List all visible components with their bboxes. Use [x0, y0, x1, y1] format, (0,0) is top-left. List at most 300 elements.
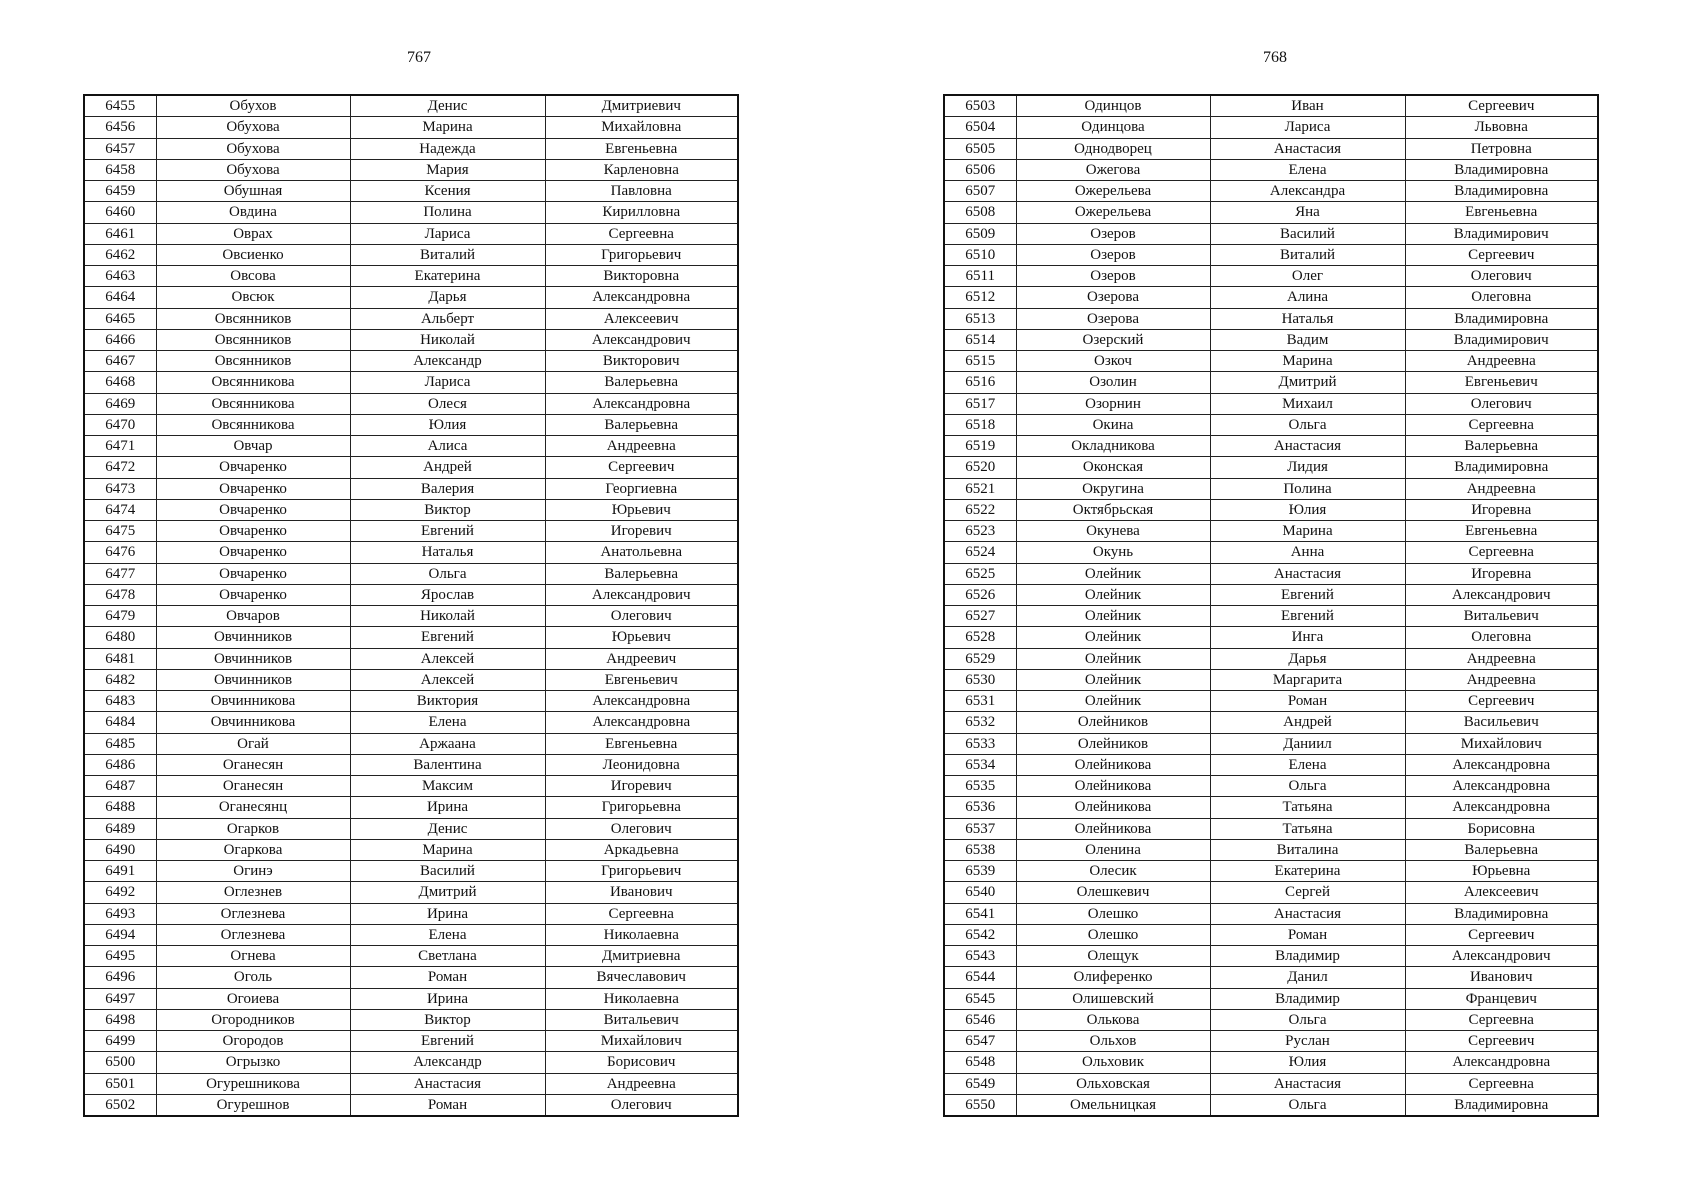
cell-last-name: Ожегова — [1016, 159, 1210, 180]
cell-patronymic: Андреевна — [1405, 351, 1598, 372]
table-row — [84, 882, 738, 903]
cell-row-number: 6492 — [84, 882, 156, 903]
cell-first-name: Виктория — [350, 691, 545, 712]
cell-row-number: 6504 — [944, 117, 1016, 138]
cell-last-name: Овчаренко — [156, 584, 350, 605]
cell-last-name: Ольхов — [1016, 1031, 1210, 1052]
cell-last-name: Оголь — [156, 967, 350, 988]
cell-last-name: Озерский — [1016, 329, 1210, 350]
cell-last-name: Олейник — [1016, 563, 1210, 584]
cell-first-name: Елена — [350, 712, 545, 733]
cell-row-number: 6538 — [944, 839, 1016, 860]
cell-last-name: Окладникова — [1016, 436, 1210, 457]
cell-patronymic: Сергеевич — [1405, 924, 1598, 945]
table-row — [944, 733, 1598, 754]
roster-table — [83, 94, 739, 1117]
cell-patronymic: Сергеевич — [1405, 95, 1598, 117]
table-row — [84, 117, 738, 138]
table-row — [84, 754, 738, 775]
cell-last-name: Овдина — [156, 202, 350, 223]
cell-first-name: Виталий — [1210, 244, 1405, 265]
cell-patronymic: Андреевна — [545, 1073, 738, 1094]
cell-first-name: Полина — [1210, 478, 1405, 499]
cell-row-number: 6491 — [84, 861, 156, 882]
cell-last-name: Ольховская — [1016, 1073, 1210, 1094]
table-row — [84, 861, 738, 882]
cell-row-number: 6470 — [84, 414, 156, 435]
cell-last-name: Оглезнева — [156, 924, 350, 945]
cell-first-name: Маргарита — [1210, 669, 1405, 690]
cell-last-name: Окунь — [1016, 542, 1210, 563]
cell-patronymic: Валерьевна — [545, 563, 738, 584]
table-row — [84, 797, 738, 818]
cell-last-name: Однодворец — [1016, 138, 1210, 159]
cell-last-name: Омельницкая — [1016, 1094, 1210, 1116]
cell-patronymic: Александрович — [1405, 584, 1598, 605]
cell-first-name: Евгений — [350, 521, 545, 542]
cell-last-name: Огурешникова — [156, 1073, 350, 1094]
cell-last-name: Овчаренко — [156, 457, 350, 478]
cell-last-name: Озорнин — [1016, 393, 1210, 414]
cell-row-number: 6473 — [84, 478, 156, 499]
cell-patronymic: Сергеевна — [545, 223, 738, 244]
cell-row-number: 6544 — [944, 967, 1016, 988]
table-row — [84, 839, 738, 860]
cell-patronymic: Александровна — [545, 393, 738, 414]
cell-last-name: Огородов — [156, 1031, 350, 1052]
cell-last-name: Олейникова — [1016, 754, 1210, 775]
cell-first-name: Татьяна — [1210, 797, 1405, 818]
cell-row-number: 6468 — [84, 372, 156, 393]
cell-first-name: Роман — [350, 967, 545, 988]
cell-last-name: Озкоч — [1016, 351, 1210, 372]
cell-patronymic: Кирилловна — [545, 202, 738, 223]
cell-row-number: 6529 — [944, 648, 1016, 669]
table-row — [84, 138, 738, 159]
cell-row-number: 6517 — [944, 393, 1016, 414]
cell-patronymic: Андреевна — [1405, 648, 1598, 669]
cell-first-name: Ольга — [1210, 1094, 1405, 1116]
cell-last-name: Овчар — [156, 436, 350, 457]
table-row — [84, 499, 738, 520]
cell-row-number: 6497 — [84, 988, 156, 1009]
table-row — [944, 244, 1598, 265]
cell-last-name: Олиференко — [1016, 967, 1210, 988]
cell-first-name: Евгений — [1210, 584, 1405, 605]
cell-row-number: 6512 — [944, 287, 1016, 308]
cell-row-number: 6528 — [944, 627, 1016, 648]
cell-patronymic: Витальевич — [545, 1009, 738, 1030]
cell-last-name: Овсянникова — [156, 393, 350, 414]
cell-row-number: 6546 — [944, 1009, 1016, 1030]
table-row — [84, 287, 738, 308]
cell-first-name: Виктор — [350, 1009, 545, 1030]
cell-first-name: Андрей — [350, 457, 545, 478]
cell-first-name: Елена — [350, 924, 545, 945]
cell-row-number: 6550 — [944, 1094, 1016, 1116]
cell-first-name: Дмитрий — [350, 882, 545, 903]
cell-row-number: 6542 — [944, 924, 1016, 945]
cell-row-number: 6459 — [84, 181, 156, 202]
cell-patronymic: Олегович — [545, 1094, 738, 1116]
cell-patronymic: Сергеевна — [545, 903, 738, 924]
cell-patronymic: Евгеньевна — [1405, 521, 1598, 542]
cell-last-name: Олешко — [1016, 924, 1210, 945]
cell-patronymic: Александровна — [1405, 754, 1598, 775]
cell-last-name: Олейник — [1016, 648, 1210, 669]
cell-first-name: Марина — [1210, 521, 1405, 542]
table-row — [84, 1031, 738, 1052]
cell-patronymic: Викторович — [545, 351, 738, 372]
cell-patronymic: Андреевна — [1405, 669, 1598, 690]
cell-first-name: Юлия — [1210, 1052, 1405, 1073]
cell-first-name: Марина — [350, 117, 545, 138]
table-row — [944, 627, 1598, 648]
table-row — [944, 1009, 1598, 1030]
cell-row-number: 6494 — [84, 924, 156, 945]
cell-first-name: Олег — [1210, 266, 1405, 287]
cell-row-number: 6536 — [944, 797, 1016, 818]
table-row — [944, 181, 1598, 202]
table-row — [84, 606, 738, 627]
cell-patronymic: Валерьевна — [545, 414, 738, 435]
table-row — [944, 797, 1598, 818]
cell-last-name: Огородников — [156, 1009, 350, 1030]
cell-last-name: Овчаренко — [156, 563, 350, 584]
cell-first-name: Максим — [350, 776, 545, 797]
cell-last-name: Овчаренко — [156, 542, 350, 563]
cell-last-name: Овчинникова — [156, 691, 350, 712]
cell-last-name: Обухова — [156, 138, 350, 159]
table-row — [944, 924, 1598, 945]
cell-last-name: Овсянникова — [156, 372, 350, 393]
table-row — [84, 436, 738, 457]
cell-first-name: Алексей — [350, 669, 545, 690]
table-row — [84, 776, 738, 797]
table-row — [84, 159, 738, 180]
cell-row-number: 6541 — [944, 903, 1016, 924]
cell-first-name: Евгений — [350, 1031, 545, 1052]
cell-first-name: Роман — [1210, 924, 1405, 945]
cell-patronymic: Григорьевич — [545, 244, 738, 265]
cell-first-name: Анастасия — [1210, 436, 1405, 457]
cell-patronymic: Андреевич — [545, 648, 738, 669]
cell-row-number: 6464 — [84, 287, 156, 308]
cell-patronymic: Александрович — [545, 329, 738, 350]
table-row — [84, 329, 738, 350]
cell-first-name: Анастасия — [350, 1073, 545, 1094]
cell-row-number: 6532 — [944, 712, 1016, 733]
cell-patronymic: Андреевна — [1405, 478, 1598, 499]
cell-first-name: Денис — [350, 95, 545, 117]
cell-last-name: Овчаров — [156, 606, 350, 627]
cell-patronymic: Владимировна — [1405, 1094, 1598, 1116]
cell-patronymic: Владимировна — [1405, 159, 1598, 180]
cell-row-number: 6463 — [84, 266, 156, 287]
cell-row-number: 6514 — [944, 329, 1016, 350]
cell-first-name: Ирина — [350, 797, 545, 818]
cell-patronymic: Юрьевич — [545, 499, 738, 520]
cell-patronymic: Владимировна — [1405, 181, 1598, 202]
cell-first-name: Юлия — [1210, 499, 1405, 520]
cell-last-name: Огоиева — [156, 988, 350, 1009]
cell-row-number: 6495 — [84, 946, 156, 967]
cell-first-name: Лариса — [1210, 117, 1405, 138]
table-row — [944, 457, 1598, 478]
cell-row-number: 6462 — [84, 244, 156, 265]
cell-row-number: 6533 — [944, 733, 1016, 754]
cell-first-name: Мария — [350, 159, 545, 180]
cell-patronymic: Викторовна — [545, 266, 738, 287]
cell-last-name: Оганесян — [156, 754, 350, 775]
cell-last-name: Олейник — [1016, 627, 1210, 648]
cell-patronymic: Юрьевна — [1405, 861, 1598, 882]
cell-first-name: Алина — [1210, 287, 1405, 308]
roster-table-body — [84, 95, 738, 1116]
cell-first-name: Ольга — [1210, 776, 1405, 797]
table-row — [944, 436, 1598, 457]
page-number: 767 — [407, 49, 431, 66]
cell-first-name: Дарья — [350, 287, 545, 308]
cell-patronymic: Дмитриевна — [545, 946, 738, 967]
cell-row-number: 6520 — [944, 457, 1016, 478]
cell-last-name: Огурешнов — [156, 1094, 350, 1116]
cell-last-name: Оглезнева — [156, 903, 350, 924]
cell-last-name: Ольховик — [1016, 1052, 1210, 1073]
table-row — [944, 563, 1598, 584]
cell-row-number: 6502 — [84, 1094, 156, 1116]
table-row — [84, 521, 738, 542]
cell-first-name: Полина — [350, 202, 545, 223]
cell-first-name: Лариса — [350, 372, 545, 393]
cell-last-name: Октябрьская — [1016, 499, 1210, 520]
cell-row-number: 6474 — [84, 499, 156, 520]
cell-first-name: Юлия — [350, 414, 545, 435]
table-row — [944, 393, 1598, 414]
cell-row-number: 6490 — [84, 839, 156, 860]
cell-patronymic: Александрович — [545, 584, 738, 605]
table-row — [944, 818, 1598, 839]
cell-last-name: Оганесян — [156, 776, 350, 797]
cell-first-name: Дарья — [1210, 648, 1405, 669]
table-row — [944, 882, 1598, 903]
cell-patronymic: Олегович — [545, 606, 738, 627]
cell-patronymic: Сергеевна — [1405, 542, 1598, 563]
cell-patronymic: Сергеевна — [1405, 1073, 1598, 1094]
cell-last-name: Обушная — [156, 181, 350, 202]
cell-row-number: 6540 — [944, 882, 1016, 903]
cell-patronymic: Андреевна — [545, 436, 738, 457]
table-row — [84, 351, 738, 372]
table-row — [944, 776, 1598, 797]
cell-first-name: Александр — [350, 351, 545, 372]
cell-row-number: 6478 — [84, 584, 156, 605]
cell-patronymic: Иванович — [1405, 967, 1598, 988]
cell-row-number: 6511 — [944, 266, 1016, 287]
table-row — [84, 733, 738, 754]
cell-last-name: Огинэ — [156, 861, 350, 882]
cell-row-number: 6475 — [84, 521, 156, 542]
cell-first-name: Владимир — [1210, 946, 1405, 967]
table-row — [84, 627, 738, 648]
cell-patronymic: Александрович — [1405, 946, 1598, 967]
cell-first-name: Евгений — [1210, 606, 1405, 627]
table-row — [944, 202, 1598, 223]
cell-row-number: 6519 — [944, 436, 1016, 457]
cell-first-name: Ольга — [1210, 1009, 1405, 1030]
cell-first-name: Дмитрий — [1210, 372, 1405, 393]
cell-patronymic: Сергеевич — [1405, 691, 1598, 712]
cell-patronymic: Владимирович — [1405, 223, 1598, 244]
cell-row-number: 6509 — [944, 223, 1016, 244]
cell-row-number: 6484 — [84, 712, 156, 733]
cell-patronymic: Александровна — [545, 691, 738, 712]
cell-patronymic: Владимирович — [1405, 329, 1598, 350]
cell-last-name: Олесик — [1016, 861, 1210, 882]
cell-first-name: Валентина — [350, 754, 545, 775]
cell-last-name: Озерова — [1016, 308, 1210, 329]
table-row — [84, 818, 738, 839]
cell-row-number: 6501 — [84, 1073, 156, 1094]
table-row — [84, 308, 738, 329]
cell-first-name: Александра — [1210, 181, 1405, 202]
cell-last-name: Обухова — [156, 159, 350, 180]
table-row — [944, 1094, 1598, 1116]
cell-patronymic: Сергеевна — [1405, 1009, 1598, 1030]
cell-row-number: 6499 — [84, 1031, 156, 1052]
cell-row-number: 6547 — [944, 1031, 1016, 1052]
table-row — [84, 563, 738, 584]
cell-patronymic: Григорьевна — [545, 797, 738, 818]
cell-patronymic: Владимировна — [1405, 308, 1598, 329]
cell-row-number: 6543 — [944, 946, 1016, 967]
cell-last-name: Овчинникова — [156, 712, 350, 733]
cell-row-number: 6503 — [944, 95, 1016, 117]
table-row — [944, 117, 1598, 138]
cell-patronymic: Валерьевна — [545, 372, 738, 393]
cell-first-name: Евгений — [350, 627, 545, 648]
table-row — [944, 584, 1598, 605]
cell-last-name: Ожерельева — [1016, 202, 1210, 223]
cell-patronymic: Валерьевна — [1405, 839, 1598, 860]
cell-last-name: Округина — [1016, 478, 1210, 499]
table-row — [84, 202, 738, 223]
cell-last-name: Огнева — [156, 946, 350, 967]
cell-first-name: Ярослав — [350, 584, 545, 605]
cell-first-name: Ирина — [350, 988, 545, 1009]
cell-last-name: Олейников — [1016, 712, 1210, 733]
cell-first-name: Екатерина — [1210, 861, 1405, 882]
cell-last-name: Озеров — [1016, 244, 1210, 265]
cell-last-name: Овсянников — [156, 308, 350, 329]
table-row — [944, 903, 1598, 924]
cell-first-name: Лариса — [350, 223, 545, 244]
cell-first-name: Денис — [350, 818, 545, 839]
cell-row-number: 6545 — [944, 988, 1016, 1009]
cell-first-name: Надежда — [350, 138, 545, 159]
cell-row-number: 6518 — [944, 414, 1016, 435]
cell-last-name: Олейник — [1016, 669, 1210, 690]
cell-patronymic: Евгеньевна — [545, 138, 738, 159]
cell-row-number: 6469 — [84, 393, 156, 414]
cell-last-name: Обухов — [156, 95, 350, 117]
cell-first-name: Роман — [1210, 691, 1405, 712]
cell-patronymic: Павловна — [545, 181, 738, 202]
table-row — [84, 1009, 738, 1030]
cell-first-name: Альберт — [350, 308, 545, 329]
cell-last-name: Овсянников — [156, 329, 350, 350]
cell-last-name: Олещук — [1016, 946, 1210, 967]
cell-last-name: Олькова — [1016, 1009, 1210, 1030]
cell-last-name: Олейник — [1016, 691, 1210, 712]
cell-row-number: 6534 — [944, 754, 1016, 775]
cell-patronymic: Михайлович — [1405, 733, 1598, 754]
cell-row-number: 6472 — [84, 457, 156, 478]
table-row — [944, 988, 1598, 1009]
cell-patronymic: Евгеньевич — [1405, 372, 1598, 393]
table-row — [944, 1031, 1598, 1052]
cell-first-name: Николай — [350, 606, 545, 627]
table-row — [944, 1052, 1598, 1073]
table-row — [84, 457, 738, 478]
cell-first-name: Алиса — [350, 436, 545, 457]
cell-patronymic: Георгиевна — [545, 478, 738, 499]
table-row — [944, 287, 1598, 308]
cell-patronymic: Карленовна — [545, 159, 738, 180]
cell-last-name: Овчаренко — [156, 499, 350, 520]
cell-row-number: 6476 — [84, 542, 156, 563]
cell-first-name: Ксения — [350, 181, 545, 202]
cell-patronymic: Евгеньевич — [545, 669, 738, 690]
cell-first-name: Олеся — [350, 393, 545, 414]
cell-last-name: Окина — [1016, 414, 1210, 435]
table-row — [944, 521, 1598, 542]
cell-patronymic: Дмитриевич — [545, 95, 738, 117]
cell-first-name: Виталий — [350, 244, 545, 265]
table-row — [84, 1073, 738, 1094]
cell-row-number: 6455 — [84, 95, 156, 117]
table-row — [944, 669, 1598, 690]
cell-first-name: Ольга — [1210, 414, 1405, 435]
cell-row-number: 6479 — [84, 606, 156, 627]
cell-first-name: Василий — [350, 861, 545, 882]
cell-patronymic: Сергеевич — [1405, 244, 1598, 265]
roster-table — [943, 94, 1599, 1117]
cell-first-name: Елена — [1210, 159, 1405, 180]
cell-first-name: Лидия — [1210, 457, 1405, 478]
cell-last-name: Озолин — [1016, 372, 1210, 393]
table-row — [84, 903, 738, 924]
cell-last-name: Овсова — [156, 266, 350, 287]
cell-patronymic: Игоревич — [545, 521, 738, 542]
cell-patronymic: Владимировна — [1405, 457, 1598, 478]
table-row — [944, 95, 1598, 117]
cell-first-name: Алексей — [350, 648, 545, 669]
cell-last-name: Огай — [156, 733, 350, 754]
cell-patronymic: Анатольевна — [545, 542, 738, 563]
cell-row-number: 6507 — [944, 181, 1016, 202]
cell-patronymic: Витальевич — [1405, 606, 1598, 627]
table-row — [84, 393, 738, 414]
table-row — [84, 542, 738, 563]
table-row — [84, 967, 738, 988]
cell-patronymic: Евгеньевна — [1405, 202, 1598, 223]
cell-last-name: Олейник — [1016, 584, 1210, 605]
cell-patronymic: Николаевна — [545, 988, 738, 1009]
cell-row-number: 6486 — [84, 754, 156, 775]
table-row — [944, 691, 1598, 712]
cell-last-name: Овчаренко — [156, 521, 350, 542]
